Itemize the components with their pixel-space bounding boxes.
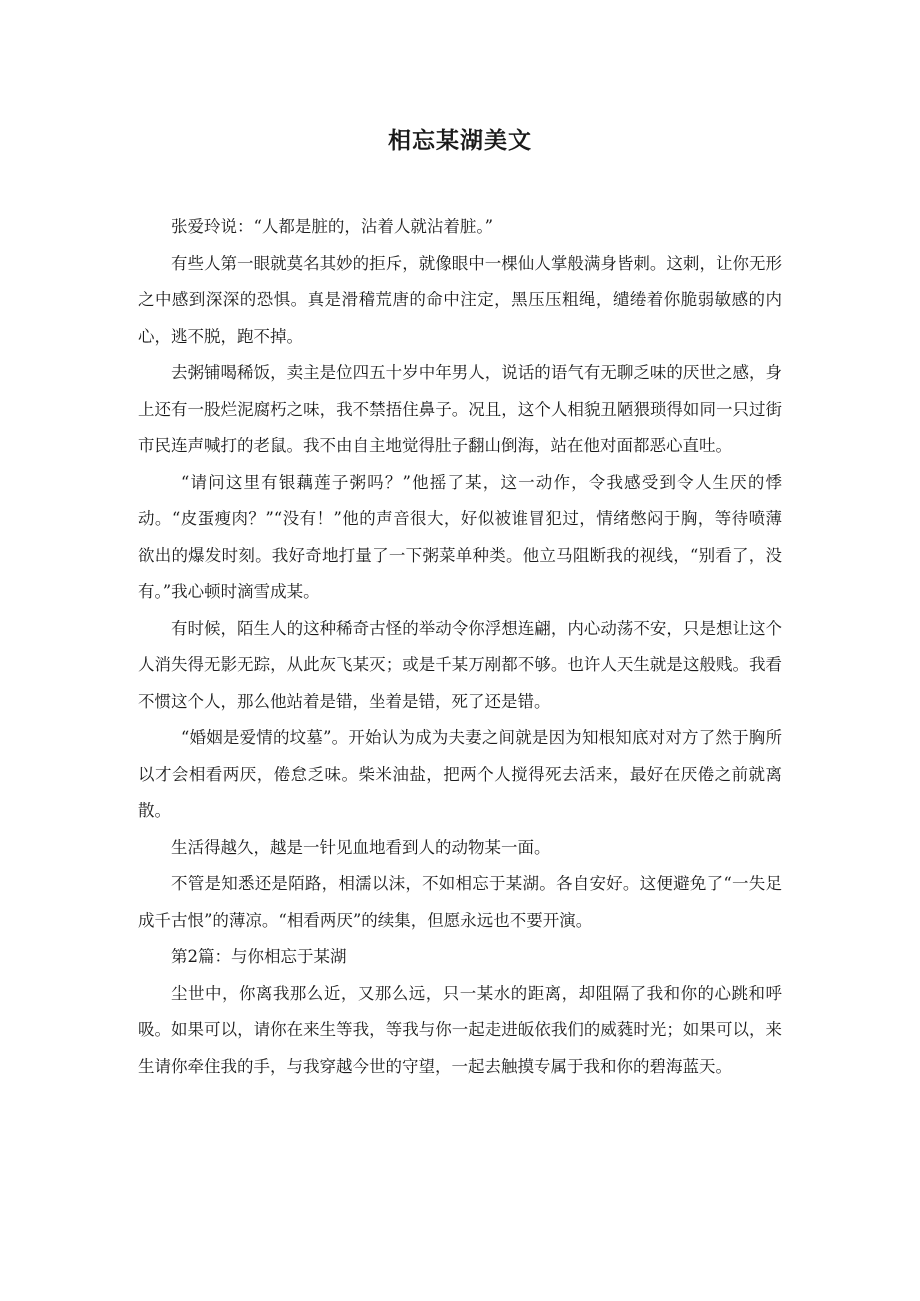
section-heading: 第2篇：与你相忘于某湖 [171,947,347,966]
page-title: 相忘某湖美文 [388,128,532,154]
paragraph: 有时候，陌生人的这种稀奇古怪的举动令你浮想连翩，内心动荡不安，只是想让这个人消失得无影无踪，从此灰飞某灭；或是千某万剐都不够。也许人天生就是这般贱。我看不惯这个人，那么他站着是错，坐着是错，死了还是错。 [138,618,782,711]
paragraph: 尘世中，你离我那么近，又那么远，只一某水的距离，却阻隔了我和你的心跳和呼吸。如果可以，请你在来生等我，等我与你一起走进皈依我们的威蕤时光；如果可以，来生请你牵住我的手，与我穿越今世的守望，一起去触摸专属于我和你的碧海蓝天。 [138,983,782,1076]
paragraph: 去粥铺喝稀饭，卖主是位四五十岁中年男人，说话的语气有无聊乏味的厌世之感，身上还有一股烂泥腐朽之味，我不禁捂住鼻子。况且，这个人相貌丑陋猥琐得如同一只过街市民连声喊打的老鼠。我不由自主地觉得肚子翻山倒海，站在他对面都恶心直吐。 [138,363,782,455]
article-body [138,209,782,1085]
paragraph: 生活得越久，越是一针见血地看到人的动物某一面。 [171,837,551,857]
paragraph: “请问这里有银藕莲子粥吗？”他摇了某，这一动作，令我感受到令人生厌的悸动。“皮蛋瘦肉？”“没有！”他的声音很大，好似被谁冒犯过，情绪憋闷于胸，等待喷薄欲出的爆发时刻。我好奇地打量了一下粥菜单种类。他立马阻断我的视线，“别看了，没有。”我心顿时滴雪成某。 [138,472,782,601]
paragraph: “婚姻是爱情的坟墓”。开始认为成为夫妻之间就是因为知根知底对对方了然于胸所以才会相看两厌，倦怠乏味。柴米油盐，把两个人搅得死去活来，最好在厌倦之前就离散。 [138,728,782,820]
paragraph: 有些人第一眼就莫名其妙的拒斥，就像眼中一棵仙人掌般满身皆刺。这刺，让你无形之中感到深深的恐惧。真是滑稽荒唐的命中注定，黑压压粗绳，缱绻着你脆弱敏感的内心，逃不脱，跑不掉。 [138,253,782,346]
paragraph-quote: 张爱玲说：“人都是脏的，沾着人就沾着脏。” [171,217,494,236]
paragraph: 不管是知悉还是陌路，相濡以沫，不如相忘于某湖。各自安好。这便避免了“一失足成千古恨”的薄凉。“相看两厌”的续集，但愿永远也不要开演。 [138,874,782,930]
